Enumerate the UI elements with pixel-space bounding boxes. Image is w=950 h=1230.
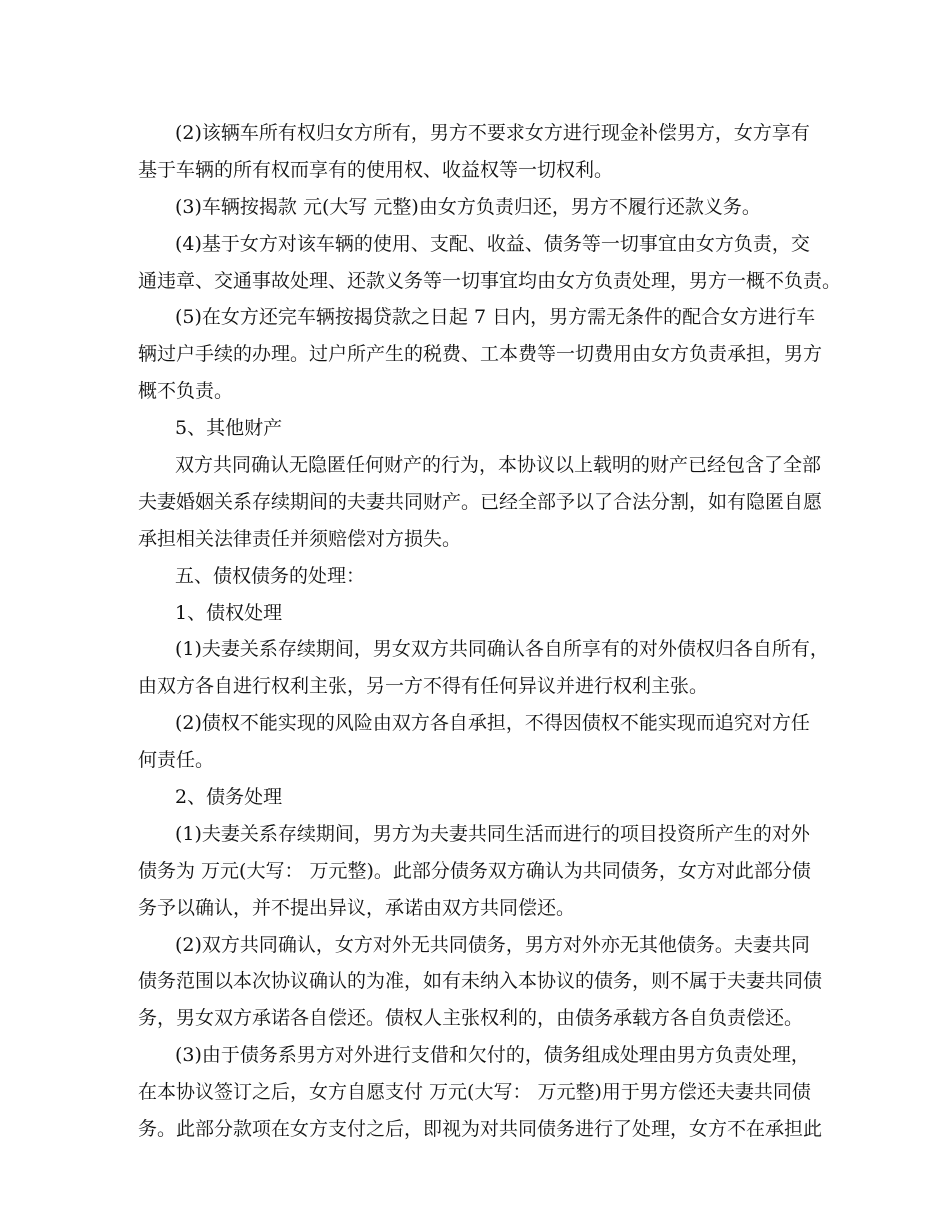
text-line: 在本协议签订之后，女方自愿支付 万元(大写： 万元整)用于男方偿还夫妻共同债: [138, 1081, 811, 1104]
text-line: 基于车辆的所有权而享有的使用权、收益权等一切权利。: [138, 158, 614, 181]
text-line: 何责任。: [138, 749, 215, 772]
text-line: (1)夫妻关系存续期间，男方为夫妻共同生活而进行的项目投资所产生的对外: [175, 822, 810, 845]
text-line: 务予以确认，并不提出异议，承诺由双方共同偿还。: [138, 896, 576, 919]
section-heading: 五、债权债务的处理：: [175, 564, 366, 587]
text-line: 通违章、交通事故处理、还款义务等一切事宜均由女方负责处理，男方一概不负责。: [138, 269, 842, 292]
section-heading: 5、其他财产: [175, 417, 283, 440]
text-line: 由双方各自进行权利主张，另一方不得有任何异议并进行权利主张。: [138, 675, 709, 698]
text-line: (2)债权不能实现的风险由双方各自承担，不得因债权不能实现而追究对方任: [175, 712, 810, 735]
section-heading: 2、债务处理: [175, 786, 283, 809]
text-line: (2)双方共同确认，女方对外无共同债务，男方对外亦无其他债务。夫妻共同: [175, 933, 810, 956]
text-line: 务，男女双方承诺各自偿还。债权人主张权利的，由债务承载方各自负责偿还。: [138, 1007, 804, 1030]
text-line: 辆过户手续的办理。过户所产生的税费、工本费等一切费用由女方负责承担，男方: [138, 343, 823, 366]
text-line: (3)由于债务系男方对外进行支借和欠付的，债务组成处理由男方负责处理，: [175, 1044, 810, 1067]
text-line: 务。此部分款项在女方支付之后，即视为对共同债务进行了处理，女方不在承担此: [138, 1118, 823, 1141]
section-heading: 1、债权处理: [175, 601, 283, 624]
text-line: (1)夫妻关系存续期间，男女双方共同确认各自所享有的对外债权归各自所有，: [175, 638, 829, 661]
text-line: 双方共同确认无隐匿任何财产的行为，本协议以上载明的财产已经包含了全部: [175, 454, 822, 477]
text-line: 概不负责。: [138, 380, 234, 403]
text-line: (4)基于女方对该车辆的使用、支配、收益、债务等一切事宜由女方负责，交: [175, 232, 810, 255]
text-line: 夫妻婚姻关系存续期间的夫妻共同财产。已经全部予以了合法分割，如有隐匿自愿: [138, 490, 823, 513]
text-line: 债务范围以本次协议确认的为准，如有未纳入本协议的债务，则不属于夫妻共同债: [138, 970, 823, 993]
text-line: (5)在女方还完车辆按揭贷款之日起 7 日内，男方需无条件的配合女方进行车: [175, 306, 816, 329]
text-line: 债务为 万元(大写： 万元整)。此部分债务双方确认为共同债务，女方对此部分债: [138, 859, 811, 882]
document-body: [138, 115, 842, 1148]
text-line: (2)该辆车所有权归女方所有，男方不要求女方进行现金补偿男方，女方享有: [175, 122, 810, 144]
text-line: 承担相关法律责任并须赔偿对方损失。: [138, 527, 462, 550]
text-line: (3)车辆按揭款 元(大写 元整)由女方负责归还，男方不履行还款义务。: [175, 195, 761, 218]
